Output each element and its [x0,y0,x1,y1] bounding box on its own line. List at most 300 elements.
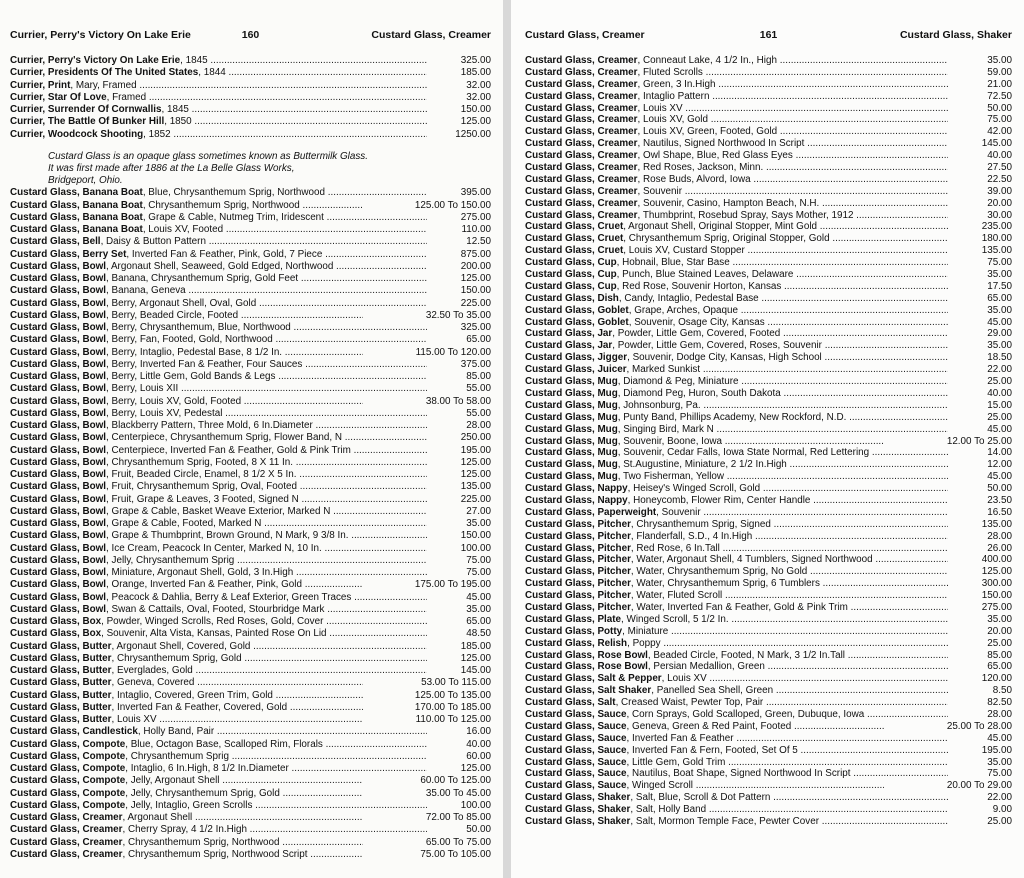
entry-description: , Salt, Blue, Scroll & Dot Pattern [630,792,771,804]
list-item [10,579,491,591]
entry-price: 30.00 [987,209,1012,221]
entry-text [10,653,427,665]
entry-description: , Centerpiece, Chrysanthemum Sprig, Flower Band, N [106,432,343,444]
entry-description: , Inverted Fan & Feather [626,732,734,744]
entry-text [525,293,948,305]
header-left: Currier, Perry's Victory On Lake Erie [10,29,191,41]
list-item [10,530,491,542]
list-item [525,459,1012,471]
entry-price: 35.00 [987,269,1012,281]
entry-price: 25.00 [987,376,1012,388]
entry-price: 125.00 [460,652,491,664]
entry-description: , Water, Fluted Scroll [630,590,723,602]
entry-title: Custard Glass, Butter [10,701,112,713]
entry-text [10,92,427,104]
entry-title: Custard Glass, Berry Set [10,248,127,260]
entry-text [10,371,427,383]
entry-description: , Grape & Cable, Basket Weave Exterior, Marked N [106,505,331,517]
entry-price: 35.00 [987,304,1012,316]
list-item [525,721,1012,733]
list-item [10,677,491,689]
entry-text [10,55,427,67]
entry-price: 26.00 [987,542,1012,554]
entry-text [10,714,363,726]
entry-description: , Intaglio, 6 In.High, 8 1/2 In.Diameter [125,763,289,775]
entry-title: Currier, Surrender Of Cornwallis [10,104,162,115]
entry-title: Custard Glass, Plate [525,613,622,625]
entry-title: Custard Glass, Pitcher [525,530,631,542]
entry-price: 65.00 [987,661,1012,673]
entry-description: , Red Roses, Jackson, Minn. [637,162,764,174]
entry-text [525,103,948,115]
entry-title: Custard Glass, Cruet [525,221,624,233]
entry-description: , Miniature, Argonaut Shell, Gold, 3 In.High [106,567,294,579]
entry-title: Custard Glass, Sauce [525,720,627,732]
entry-price: 35.00 [987,55,1012,66]
entry-price: 400.00 [981,554,1012,566]
entry-text [10,224,427,236]
entry-description: , Louis XV [661,673,707,685]
entry-text [10,298,427,310]
entry-description: , Berry, Inverted Fan & Feather, Four Sauces [106,358,303,370]
entry-description: , Souvenir, Cedar Falls, Iowa State Normal, Red Lettering [617,447,870,459]
entry-price: 180.00 [981,233,1012,245]
entry-price: 20.00 To 29.00 [946,780,1012,792]
list-item [10,187,491,199]
list-item [525,673,1012,685]
entry-description: , Winged Scroll [626,780,693,792]
list-item [525,352,1012,364]
entry-title: Custard Glass, Pitcher [525,542,631,554]
entry-text [525,114,948,126]
page-number: 160 [241,29,260,41]
entry-text [525,697,948,709]
entry-title: Currier, Presidents Of The United States [10,67,199,79]
entry-price: 85.00 [987,649,1012,661]
entry-text [10,310,363,322]
entry-text [525,578,948,590]
entry-description: , Souvenir, Osage City, Kansas [628,316,765,328]
list-item [10,224,491,236]
entry-text [525,400,948,412]
list-item [525,293,1012,305]
list-item [525,103,1012,115]
entry-title: Custard Glass, Dish [525,292,619,304]
entry-description: , Chrysanthemum Sprig, Footed, 8 X 11 In. [106,456,294,468]
entry-description: , Geneva, Green & Red Paint, Footed [626,720,792,732]
entry-description: , Intaglio, Covered, Green Trim, Gold [111,689,273,701]
entry-title: Custard Glass, Sauce [525,732,627,744]
entry-text [10,116,427,128]
entry-price: 325.00 [460,55,491,66]
entry-description: , Holly Band, Pair [137,726,215,738]
entry-description: , Blue, Octagon Base, Scalloped Rim, Florals [125,738,323,750]
entry-text [10,726,427,738]
entry-text [10,334,427,346]
entry-text [525,340,948,352]
entry-text [525,483,948,495]
entry-title: Currier, Perry's Victory On Lake Erie [10,55,181,66]
entry-title: Custard Glass, Compote [10,750,126,762]
entry-title: Custard Glass, Mug [525,376,618,388]
right-page [511,0,1024,878]
entry-description: , Argonaut Shell [122,812,193,824]
entry-description: , Jelly, Intaglio, Green Scrolls [125,799,253,811]
entry-text [525,709,948,721]
entry-title: Custard Glass, Cup [525,257,617,269]
entry-title: Custard Glass, Shaker [525,804,631,816]
entry-title: Custard Glass, Pitcher [525,590,631,602]
entry-title: Custard Glass, Butter [10,640,112,652]
list-item [525,745,1012,757]
entry-price: 53.00 To 115.00 [421,677,491,689]
entry-description: , Two Fisherman, Yellow [617,471,725,483]
entry-title: Custard Glass, Cup [525,269,617,281]
entry-description: , Water, Chrysanthemum Sprig, 6 Tumblers [630,578,820,590]
entry-title: Custard Glass, Mug [525,387,618,399]
entry-title: Custard Glass, Jigger [525,352,628,364]
entry-price: 12.50 [466,236,491,248]
entry-title: Custard Glass, Mug [525,423,618,435]
entry-price: 875.00 [460,248,491,260]
entry-text [525,757,948,769]
entry-price: 12.00 To 25.00 [946,435,1012,447]
entry-price: 235.00 [981,221,1012,233]
entry-description: , 1844 [198,67,226,79]
entry-price: 45.00 [987,732,1012,744]
entry-price: 22.50 [987,173,1012,185]
header-right: Custard Glass, Shaker [899,29,1012,41]
entry-title: Custard Glass, Bowl [10,530,107,542]
entry-price: 225.00 [460,493,491,505]
entry-title: Currier, Star Of Love [10,91,107,103]
list-item [525,436,1012,448]
entry-text [525,780,884,792]
entry-price: 100.00 [460,799,491,811]
entry-price: 110.00 [461,224,491,236]
entry-description: , Argonaut Shell, Covered, Gold [111,640,251,652]
entry-price: 125.00 [460,456,491,468]
entry-title: Custard Glass, Box [10,628,102,640]
entry-text [525,67,948,79]
entry-title: Custard Glass, Bowl [10,591,107,603]
entry-description: , Conneaut Lake, 4 1/2 In., High [637,55,777,66]
list-item [525,697,1012,709]
entry-title: Custard Glass, Creamer [525,114,638,126]
entry-price: 250.00 [460,432,491,444]
entry-price: 42.00 [987,126,1012,138]
entry-text [10,665,427,677]
entry-price: 25.00 [987,637,1012,649]
list-item [10,702,491,714]
entry-title: Custard Glass, Nappy [525,483,628,495]
list-item [10,445,491,457]
entry-price: 135.00 [460,481,491,493]
entry-title: Custard Glass, Creamer [525,90,638,102]
page-number: 161 [759,29,778,41]
entry-title: Currier, Woodcock Shooting [10,128,144,140]
entry-title: Custard Glass, Bowl [10,603,107,615]
entry-price: 110.00 To 125.00 [415,714,491,726]
entry-description: , Banana, Geneva [106,285,186,297]
entry-description: , Honeycomb, Flower Rim, Center Handle [627,494,811,506]
entry-description: , Chrysanthemum Sprig, Northwood [122,836,280,848]
entry-description: , Berry, Fan, Footed, Gold, Northwood [106,334,273,346]
entry-description: , Corn Sprays, Gold Scalloped, Green, Dubuque, Iowa [626,708,865,720]
entry-price: 150.00 [460,530,491,542]
entry-price: 200.00 [460,260,491,272]
entry-title: Custard Glass, Shaker [525,792,631,804]
entry-title: Custard Glass, Compote [10,787,126,799]
entry-description: , Souvenir [656,506,701,518]
entry-description: , Souvenir, Casino, Hampton Beach, N.H. [637,197,820,209]
entry-text [10,530,427,542]
entry-price: 35.00 [987,340,1012,352]
entry-title: Custard Glass, Bowl [10,554,107,566]
list-item [10,104,491,116]
entry-title: Custard Glass, Creamer [10,812,123,824]
list-item [525,650,1012,662]
entry-title: Custard Glass, Mug [525,411,618,423]
entry-text [525,233,948,245]
entry-title: Custard Glass, Pitcher [525,554,631,566]
entry-title: Custard Glass, Cruet [525,245,624,257]
list-item [525,55,1012,67]
list-item [10,347,491,359]
entry-text [525,685,948,697]
list-item [10,80,491,92]
entry-title: Custard Glass, Salt & Pepper [525,673,662,685]
entry-title: Custard Glass, Bowl [10,407,107,419]
entry-text [525,388,948,400]
entry-title: Custard Glass, Pitcher [525,601,631,613]
entry-title: Custard Glass, Creamer [10,824,123,836]
entry-title: Custard Glass, Bowl [10,505,107,517]
list-item [525,162,1012,174]
entry-text [10,677,363,689]
entry-text [525,305,948,317]
entry-text [525,495,948,507]
entry-description: , Souvenir, Alta Vista, Kansas, Painted Rose On Lid [101,628,327,640]
list-item [525,638,1012,650]
entry-price: 20.00 [987,625,1012,637]
entry-description: , Berry, Intaglio, Pedestal Base, 8 1/2 In. [106,346,283,358]
list-item [525,400,1012,412]
entry-text [10,506,427,518]
list-item [525,483,1012,495]
entry-price: 185.00 [460,67,491,79]
entry-title: Custard Glass, Bowl [10,346,107,358]
entry-title: Custard Glass, Butter [10,665,112,677]
entry-description: , Souvenir, Dodge City, Kansas, High School [627,352,822,364]
entry-title: Custard Glass, Bowl [10,420,107,432]
list-item [525,67,1012,79]
entry-text [525,198,948,210]
entry-description: , Thumbprint, Rosebud Spray, Says Mother, 1912 [637,209,854,221]
entry-description: , Winged Scroll, 5 1/2 In. [621,613,729,625]
list-item [525,126,1012,138]
entry-description: , Water, Inverted Fan & Feather, Gold & Pink Trim [630,601,848,613]
entry-description: , Owl Shape, Blue, Red Glass Eyes [637,150,793,162]
entry-title: Custard Glass, Pitcher [525,566,631,578]
list-item [525,626,1012,638]
left-page [0,0,503,878]
entry-description: , Fruit, Grape & Leaves, 3 Footed, Signed N [106,493,299,505]
entry-price: 65.00 [466,616,491,628]
entry-text [525,471,948,483]
entry-title: Custard Glass, Potty [525,625,623,637]
entry-price: 175.00 To 195.00 [414,579,491,591]
entry-title: Custard Glass, Mug [525,471,618,483]
entry-price: 225.00 [460,297,491,309]
entry-price: 28.00 [987,530,1012,542]
entry-text [525,721,884,733]
list-item [10,212,491,224]
entry-title: Custard Glass, Sauce [525,708,627,720]
list-item [525,305,1012,317]
list-item [525,91,1012,103]
entry-text [525,174,948,186]
entry-description: , Louis XV, Footed [142,224,224,236]
entry-description: , Inverted Fan & Fern, Footed, Set Of 5 [626,744,798,756]
entry-price: 275.00 [460,211,491,223]
entry-description: , Intaglio Pattern [637,90,710,102]
list-item [10,824,491,836]
entry-price: 185.00 [460,640,491,652]
list-item [10,129,491,141]
list-item [525,709,1012,721]
list-item [10,420,491,432]
entry-description: , Daisy & Button Pattern [100,236,206,248]
entry-price: 75.00 [466,567,491,579]
entry-description: , Fluted Scrolls [637,66,703,78]
entry-text [10,555,427,567]
intro-note: Custard Glass is an opaque glass sometimes known as Buttermilk Glass. It was first made after 1886 at the La Belle Glass Works, Bridgeport, Ohio. [48,150,368,187]
list-item [525,519,1012,531]
entry-price: 45.00 [987,423,1012,435]
entry-title: Custard Glass, Paperweight [525,506,657,518]
entry-description: , Persian Medallion, Green [647,661,765,673]
list-item [525,614,1012,626]
entry-text [525,150,948,162]
entry-text [10,543,427,555]
entry-title: Custard Glass, Goblet [525,316,629,328]
header-left: Custard Glass, Creamer [525,29,645,41]
entry-price: 40.00 [987,150,1012,162]
list-item [10,457,491,469]
entry-title: Custard Glass, Bowl [10,273,107,285]
list-item [10,849,491,861]
entry-title: Custard Glass, Mug [525,435,618,447]
entry-description: , Centerpiece, Inverted Fan & Feather, Gold & Pink Trim [106,444,351,456]
entry-title: Custard Glass, Creamer [525,197,638,209]
entry-price: 45.00 [987,316,1012,328]
entry-description: , Blackberry Pattern, Three Mold, 6 In.Diameter [106,420,313,432]
entry-title: Custard Glass, Jar [525,328,613,340]
entry-title: Custard Glass, Shaker [525,816,631,827]
entry-text [525,661,948,673]
list-item [525,328,1012,340]
entry-price: 18.50 [987,352,1012,364]
list-item [525,114,1012,126]
entry-title: Custard Glass, Bowl [10,285,107,297]
entry-price: 38.00 To 58.00 [425,395,491,407]
entry-title: Custard Glass, Goblet [525,304,629,316]
entry-description: , Jelly, Chrysanthemum Sprig, Gold [125,787,280,799]
entry-title: Custard Glass, Bowl [10,383,107,395]
list-item [525,79,1012,91]
entry-text [10,457,427,469]
entry-title: Custard Glass, Sauce [525,756,627,768]
list-item [525,507,1012,519]
entry-title: Custard Glass, Creamer [525,209,638,221]
entry-price: 145.00 [460,665,491,677]
entry-description: , Swan & Cattails, Oval, Footed, Stourbridge Mark [106,603,325,615]
entry-text [525,745,948,757]
entry-description: , Berry, Louis XV, Pedestal [106,407,223,419]
entry-text [525,162,948,174]
entry-title: Custard Glass, Pitcher [525,578,631,590]
entry-price: 125.00 To 150.00 [414,199,491,211]
entry-text [10,80,427,92]
entry-price: 75.00 [987,114,1012,126]
entry-price: 59.00 [987,66,1012,78]
list-item [10,408,491,420]
entry-price: 39.00 [987,185,1012,197]
list-item [10,604,491,616]
entry-price: 125.00 [981,566,1012,578]
entry-price: 50.00 [466,824,491,836]
list-item [10,298,491,310]
entry-description: , Beaded Circle, Footed, N Mark, 3 1/2 In.Tall [647,649,845,661]
entry-description: , Inverted Fan & Feather, Pink, Gold, 7 Piece [126,248,323,260]
entry-description: , Blue, Chrysanthemum Sprig, Northwood [142,187,326,199]
list-item [525,376,1012,388]
entry-title: Custard Glass, Banana Boat [10,224,143,236]
list-item [10,285,491,297]
entry-text [10,592,427,604]
entry-text [525,804,948,816]
entry-price: 50.00 [987,483,1012,495]
entry-text [525,531,948,543]
entry-text [10,702,363,714]
entry-text [10,775,363,787]
entry-price: 135.00 [981,245,1012,257]
entry-text [10,788,363,800]
entry-title: Custard Glass, Compote [10,763,126,775]
page-header [10,29,491,43]
entry-description: , Chrysanthemum Sprig [125,750,229,762]
entry-title: Custard Glass, Banana Boat [10,187,143,199]
entry-text [10,751,427,763]
list-item [10,726,491,738]
entry-price: 35.00 [987,613,1012,625]
entry-description: , Powder, Winged Scrolls, Red Roses, Gold, Cover [101,616,324,628]
entry-text [525,281,948,293]
entry-description: , Louis XV, Custard Stopper [623,245,745,257]
entry-text [525,650,948,662]
entry-price: 170.00 To 185.00 [414,701,491,713]
entry-title: Custard Glass, Creamer [525,138,638,150]
entry-text [525,186,948,198]
entry-price: 65.00 [987,292,1012,304]
entry-price: 125.00 [460,273,491,285]
list-item [10,371,491,383]
entry-text [10,739,427,751]
entry-text [525,245,948,257]
entry-title: Custard Glass, Creamer [525,102,638,114]
list-item [10,616,491,628]
